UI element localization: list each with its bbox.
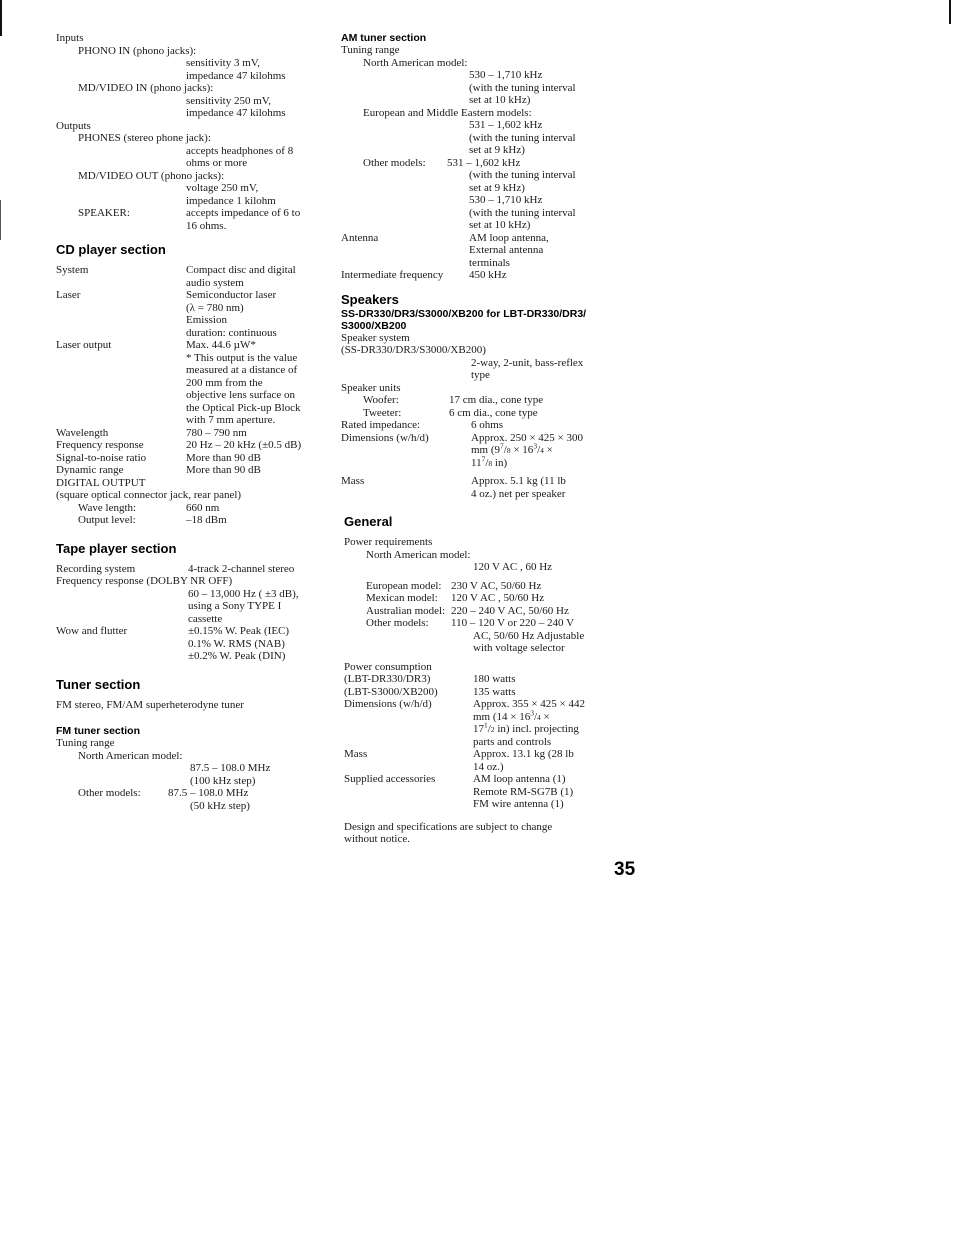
spec-label: (square optical connector jack, rear panel) bbox=[56, 489, 242, 501]
spec-row bbox=[56, 132, 326, 145]
fraction-denominator: 8 bbox=[506, 446, 511, 455]
section-title-am: AM tuner section bbox=[341, 32, 427, 44]
value-text: 17 bbox=[473, 723, 484, 735]
spec-row bbox=[56, 477, 326, 490]
fraction-numerator: 3 bbox=[533, 441, 538, 451]
spec-row bbox=[56, 289, 326, 302]
speakers-subtitle: SS-DR330/DR3/S3000/XB200 for LBT-DR330/DR3/ bbox=[341, 307, 587, 320]
spec-label: European and Middle Eastern models: bbox=[363, 106, 532, 119]
fraction-denominator: 2 bbox=[490, 725, 495, 734]
spec-row bbox=[341, 232, 603, 245]
spec-label: MD/VIDEO IN (phono jacks): bbox=[78, 82, 214, 94]
spec-value: 530 – 1,710 kHz bbox=[469, 194, 543, 206]
spec-value: impedance 47 kilohms bbox=[186, 107, 286, 119]
spec-label: Dimensions (w/h/d) bbox=[344, 698, 432, 710]
spec-label: Output level: bbox=[78, 514, 136, 526]
value-text: mm (14 × 16 bbox=[473, 710, 531, 723]
spec-row bbox=[56, 82, 326, 95]
spec-label: Dynamic range bbox=[56, 464, 124, 476]
spec-value: AM loop antenna (1) bbox=[473, 773, 566, 785]
spec-value: with voltage selector bbox=[473, 642, 565, 654]
spec-value: FM wire antenna (1) bbox=[473, 798, 564, 810]
tuner-description: FM stereo, FM/AM superheterodyne tuner bbox=[56, 698, 244, 711]
spec-value: Compact disc and digital bbox=[186, 264, 296, 276]
spec-row bbox=[341, 407, 603, 420]
spec-label: Wavelength bbox=[56, 426, 109, 439]
spec-row bbox=[56, 427, 326, 440]
fraction-slash: / bbox=[537, 444, 541, 456]
spec-value: 531 – 1,602 kHz bbox=[469, 119, 543, 131]
spec-value: duration: continuous bbox=[186, 326, 277, 339]
spec-value bbox=[344, 707, 603, 724]
spec-value: type bbox=[471, 369, 490, 381]
spec-value: the Optical Pick-up Block bbox=[186, 401, 301, 414]
spec-value: 20 Hz – 20 kHz (±0.5 dB) bbox=[186, 439, 302, 451]
spec-value: More than 90 dB bbox=[186, 451, 261, 464]
spec-value: Max. 44.6 µW* bbox=[186, 339, 256, 351]
spec-row bbox=[344, 673, 603, 686]
spec-label: North American model: bbox=[366, 548, 471, 561]
spec-row bbox=[344, 549, 603, 562]
spec-value: sensitivity 3 mV, bbox=[186, 57, 261, 69]
speakers-subtitle: S3000/XB200 bbox=[341, 319, 407, 332]
value-text: in) incl. projecting bbox=[494, 723, 579, 735]
spec-label: Recording system bbox=[56, 562, 136, 575]
left-column bbox=[56, 32, 326, 812]
spec-label: Wow and flutter bbox=[56, 625, 128, 637]
spec-value: (λ = 780 nm) bbox=[186, 301, 244, 314]
spec-value: –18 dBm bbox=[186, 514, 227, 526]
spec-label: Antenna bbox=[341, 231, 379, 244]
spec-value: with 7 mm aperture. bbox=[186, 414, 276, 426]
spec-value: 17 cm dia., cone type bbox=[449, 394, 544, 406]
spec-label: SPEAKER: bbox=[78, 207, 130, 219]
scan-edge-mark bbox=[0, 0, 2, 36]
spec-row bbox=[341, 432, 603, 445]
section-title-tuner: Tuner section bbox=[56, 676, 141, 692]
spec-value: ±0.15% W. Peak (IEC) bbox=[188, 625, 290, 637]
spec-row bbox=[344, 698, 603, 711]
spec-row bbox=[344, 748, 603, 761]
spec-value: 200 mm from the bbox=[186, 376, 263, 389]
spec-label: MD/VIDEO OUT (phono jacks): bbox=[78, 169, 225, 182]
spec-value: 660 nm bbox=[186, 501, 220, 514]
spec-value: (100 kHz step) bbox=[190, 774, 256, 787]
spec-value bbox=[341, 441, 603, 457]
spec-row bbox=[341, 107, 603, 120]
spec-row bbox=[341, 394, 603, 407]
spec-value: 60 – 13,000 Hz ( ±3 dB), bbox=[188, 587, 299, 600]
spec-label: Power requirements bbox=[344, 536, 433, 548]
spec-value: objective lens surface on bbox=[186, 389, 296, 401]
fraction-slash: / bbox=[487, 723, 491, 735]
spec-value: 14 oz.) bbox=[473, 760, 504, 773]
spec-row bbox=[56, 339, 326, 352]
spec-value: terminals bbox=[469, 256, 510, 269]
page-number: 35 bbox=[614, 859, 636, 880]
spec-value: 220 – 240 V AC, 50/60 Hz bbox=[451, 604, 569, 617]
spec-row bbox=[344, 580, 603, 593]
spec-value: ohms or more bbox=[186, 157, 248, 169]
spec-label: Other models: bbox=[366, 617, 429, 629]
spec-row bbox=[341, 419, 603, 432]
spec-value: More than 90 dB bbox=[186, 464, 261, 476]
spec-row bbox=[56, 563, 326, 576]
spec-value: 0.1% W. RMS (NAB) bbox=[188, 637, 285, 650]
fraction-numerator: 3 bbox=[530, 707, 534, 717]
spec-value: impedance 47 kilohms bbox=[186, 69, 286, 82]
value-text: × bbox=[540, 710, 550, 723]
spec-value: measured at a distance of bbox=[186, 364, 298, 376]
spec-row bbox=[344, 686, 603, 699]
spec-label: Tweeter: bbox=[363, 406, 402, 419]
spec-label: (LBT-DR330/DR3) bbox=[344, 673, 431, 685]
spec-row bbox=[344, 617, 603, 630]
spec-value: Approx. 13.1 kg (28 lb bbox=[473, 748, 574, 760]
spec-value: * This output is the value bbox=[186, 351, 298, 364]
spec-row bbox=[56, 207, 326, 220]
spec-label: Frequency response bbox=[56, 439, 144, 451]
spec-value: (50 kHz step) bbox=[190, 799, 250, 812]
spec-value: Approx. 250 × 425 × 300 bbox=[471, 431, 584, 444]
value-text: in) bbox=[492, 456, 508, 469]
fraction-denominator: 4 bbox=[540, 446, 544, 455]
spec-value: using a Sony TYPE I bbox=[188, 600, 282, 612]
spec-label: PHONO IN (phono jacks): bbox=[78, 44, 197, 57]
spec-value: 780 – 790 nm bbox=[186, 426, 247, 439]
fraction-slash: / bbox=[503, 444, 507, 456]
spec-value: audio system bbox=[186, 276, 244, 289]
spec-label: Power consumption bbox=[344, 660, 432, 673]
spec-value: 4 oz.) net per speaker bbox=[471, 487, 566, 500]
value-text: × bbox=[543, 444, 553, 456]
spec-value: 531 – 1,602 kHz bbox=[447, 156, 521, 169]
spec-value: 6 cm dia., cone type bbox=[449, 406, 538, 419]
spec-label: (LBT-S3000/XB200) bbox=[344, 685, 438, 698]
spec-label: Tuning range bbox=[341, 44, 400, 56]
spec-label: Other models: bbox=[78, 787, 141, 799]
spec-value: sensitivity 250 mV, bbox=[186, 94, 272, 107]
spec-row bbox=[56, 464, 326, 477]
spec-value: voltage 250 mV, bbox=[186, 182, 259, 194]
spec-row bbox=[56, 45, 326, 58]
spec-row bbox=[56, 170, 326, 183]
spec-value: 450 kHz bbox=[469, 269, 507, 281]
spec-row bbox=[56, 750, 326, 763]
spec-label: Signal-to-noise ratio bbox=[56, 451, 147, 464]
spec-value: cassette bbox=[188, 612, 223, 625]
spec-value: parts and controls bbox=[473, 735, 552, 748]
spec-value: 87.5 – 108.0 MHz bbox=[168, 787, 249, 799]
spec-value: Emission bbox=[186, 314, 227, 326]
spec-value: 180 watts bbox=[473, 673, 516, 685]
spec-label: European model: bbox=[366, 579, 442, 592]
spec-value: accepts impedance of 6 to bbox=[186, 207, 301, 219]
spec-row bbox=[344, 605, 603, 618]
spec-row bbox=[341, 475, 603, 488]
value-text: mm (9 bbox=[471, 444, 501, 456]
fraction-numerator: 7 bbox=[500, 441, 504, 451]
right-column bbox=[341, 32, 603, 846]
spec-label: Speaker units bbox=[341, 381, 401, 394]
spec-value: set at 10 kHz) bbox=[469, 94, 531, 106]
spec-value bbox=[344, 720, 603, 736]
spec-value: Remote RM-SG7B (1) bbox=[473, 785, 574, 798]
value-text: × 16 bbox=[510, 444, 534, 456]
spec-row bbox=[56, 452, 326, 465]
section-title-general: General bbox=[344, 514, 393, 529]
spec-label: (SS-DR330/DR3/S3000/XB200) bbox=[341, 344, 486, 356]
spec-label: Intermediate frequency bbox=[341, 269, 444, 281]
spec-label: Mexican model: bbox=[366, 592, 438, 604]
spec-value bbox=[341, 453, 603, 470]
fraction-numerator: 7 bbox=[481, 453, 486, 463]
spec-row bbox=[341, 269, 603, 282]
spec-label: Tuning range bbox=[56, 737, 115, 749]
section-title-speakers: Speakers bbox=[341, 291, 399, 307]
spec-label: North American model: bbox=[363, 56, 468, 69]
inputs-heading: Inputs bbox=[56, 32, 84, 44]
spec-value: 110 – 120 V or 220 – 240 V bbox=[451, 617, 575, 629]
spec-label: Australian model: bbox=[366, 604, 446, 617]
spec-label: Dimensions (w/h/d) bbox=[341, 431, 429, 444]
spec-row bbox=[56, 264, 326, 277]
spec-row bbox=[56, 514, 326, 527]
spec-value: Approx. 5.1 kg (11 lb bbox=[471, 475, 566, 487]
spec-value: 120 V AC , 50/60 Hz bbox=[451, 592, 545, 604]
section-title-fm: FM tuner section bbox=[56, 725, 141, 737]
spec-label: Wave length: bbox=[78, 501, 137, 514]
spec-row bbox=[341, 57, 603, 70]
scan-edge-mark bbox=[949, 0, 951, 24]
spec-value: (with the tuning interval bbox=[469, 131, 576, 144]
notice-text: Design and specifications are subject to change bbox=[344, 820, 553, 833]
spec-value: 16 ohms. bbox=[186, 219, 227, 232]
spec-label: Speaker system bbox=[341, 331, 410, 344]
spec-value: 135 watts bbox=[473, 685, 516, 698]
spec-value: (with the tuning interval bbox=[469, 81, 576, 94]
spec-value: impedance 1 kilohm bbox=[186, 194, 276, 207]
fraction-slash: / bbox=[533, 710, 538, 723]
spec-row bbox=[56, 575, 326, 588]
spec-value: 120 V AC , 60 Hz bbox=[473, 561, 553, 573]
spec-row bbox=[344, 773, 603, 786]
spec-value: 530 – 1,710 kHz bbox=[469, 69, 543, 81]
spec-label: PHONES (stereo phone jack): bbox=[78, 132, 211, 144]
spec-label: Laser output bbox=[56, 339, 112, 351]
spec-value: set at 9 kHz) bbox=[469, 144, 525, 156]
spec-label: North American model: bbox=[78, 749, 183, 762]
spec-value: Approx. 355 × 425 × 442 bbox=[473, 698, 586, 710]
spec-row bbox=[341, 157, 603, 170]
spec-row bbox=[56, 502, 326, 515]
fraction-slash: / bbox=[485, 456, 489, 469]
outputs-heading: Outputs bbox=[56, 119, 91, 132]
spec-row bbox=[56, 439, 326, 452]
spec-value: External antenna bbox=[469, 244, 544, 256]
fraction-numerator: 1 bbox=[484, 720, 488, 730]
spec-label: Mass bbox=[344, 748, 368, 760]
spec-value: Semiconductor laser bbox=[186, 289, 277, 301]
spec-label: System bbox=[56, 264, 89, 276]
scan-edge-mark bbox=[0, 200, 1, 240]
spec-label: Laser bbox=[56, 289, 81, 301]
spec-label: Rated impedance: bbox=[341, 419, 421, 431]
spec-row bbox=[56, 625, 326, 638]
spec-value: AM loop antenna, bbox=[469, 231, 549, 244]
spec-value: 4-track 2-channel stereo bbox=[188, 562, 295, 575]
fraction-denominator: 8 bbox=[488, 458, 493, 468]
section-title-cd: CD player section bbox=[56, 242, 166, 257]
fraction-denominator: 4 bbox=[537, 712, 541, 722]
spec-value: accepts headphones of 8 bbox=[186, 144, 294, 157]
value-text: 11 bbox=[471, 456, 482, 469]
spec-value: 87.5 – 108.0 MHz bbox=[190, 762, 271, 774]
spec-label: Woofer: bbox=[363, 394, 399, 406]
spec-value: 6 ohms bbox=[471, 419, 504, 431]
notice-text: without notice. bbox=[344, 833, 410, 845]
spec-value: ±0.2% W. Peak (DIN) bbox=[188, 650, 286, 662]
spec-label: Supplied accessories bbox=[344, 773, 436, 785]
spec-row bbox=[56, 787, 326, 800]
spec-value: (with the tuning interval bbox=[469, 169, 576, 181]
spec-label: Other models: bbox=[363, 156, 426, 169]
general-block bbox=[341, 536, 603, 846]
section-title-tape: Tape player section bbox=[56, 540, 177, 556]
spec-row bbox=[344, 592, 603, 605]
spec-value: AC, 50/60 Hz Adjustable bbox=[473, 629, 585, 642]
spec-value: 2-way, 2-unit, bass-reflex bbox=[471, 356, 584, 369]
spec-value: set at 10 kHz) bbox=[469, 219, 531, 231]
spec-value: (with the tuning interval bbox=[469, 206, 576, 219]
spec-label: Mass bbox=[341, 475, 365, 487]
spec-label: DIGITAL OUTPUT bbox=[56, 476, 146, 489]
spec-label: Frequency response (DOLBY NR OFF) bbox=[56, 575, 233, 587]
spec-value: 230 V AC, 50/60 Hz bbox=[451, 579, 542, 592]
spec-value: set at 9 kHz) bbox=[469, 181, 525, 194]
